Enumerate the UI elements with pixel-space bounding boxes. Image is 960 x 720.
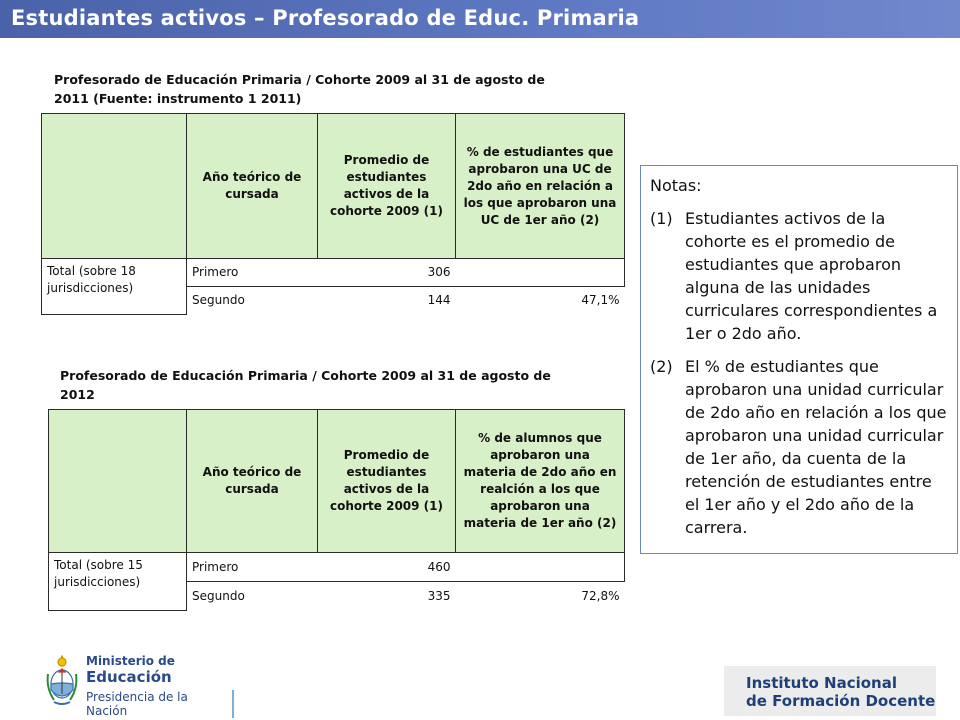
table2-caption <box>60 366 620 404</box>
notes-box <box>640 165 958 554</box>
table1-header-blank <box>42 114 187 259</box>
ministry-line2: Educación <box>86 668 172 686</box>
table2-header-row <box>49 410 625 553</box>
table1-row1-pct <box>456 259 625 287</box>
table2-header-year: Año teórico de cursada <box>187 410 318 553</box>
ministry-logo <box>44 652 234 718</box>
note-number: (2) <box>650 357 673 376</box>
table2-caption-line1: Profesorado de Educación Primaria / Cohorte 2009 al 31 de agosto de <box>60 368 551 383</box>
note-item <box>650 207 947 345</box>
page-title: Estudiantes activos – Profesorado de Educ. Primaria <box>0 0 960 38</box>
table1-group-label: Total (sobre 18 jurisdicciones) <box>42 259 187 315</box>
table2-row1-avg: 460 <box>318 553 456 582</box>
table-row <box>42 259 625 287</box>
table2-caption-line2: 2012 <box>60 387 95 402</box>
note-text: El % de estudiantes que aprobaron una unidad curricular de 2do año en relación a los que aprobaron una unidad curricular de 1er año, da cuenta de la retención de estudiantes entre el 1er año y el 2do año de la carrera. <box>685 357 947 537</box>
table1-row1-year: Primero <box>187 259 318 287</box>
table2 <box>48 409 625 611</box>
table2-row2-avg: 335 <box>427 588 451 603</box>
note-number: (1) <box>650 209 673 228</box>
table2-row1-pct <box>456 553 625 582</box>
table2-header-blank <box>49 410 187 553</box>
table2-header-pct: % de alumnos que aprobaron una materia de 2do año en realción a los que aprobaron una materia de 1er año (2) <box>456 410 625 553</box>
table1-header-avg: Promedio de estudiantes activos de la cohorte 2009 (1) <box>318 114 456 259</box>
table2-row1-year: Primero <box>187 553 318 582</box>
institute-line1: Instituto Nacional <box>746 674 898 692</box>
national-seal-icon <box>44 652 80 708</box>
table1-row2-pct: 47,1% <box>581 293 620 308</box>
table1-row2-avg: 144 <box>427 293 451 308</box>
note-item <box>650 355 947 539</box>
table1-row1-avg: 306 <box>318 259 456 287</box>
table1 <box>41 113 625 315</box>
institute-line2: de Formación Docente <box>746 692 936 710</box>
table2-row2-pct: 72,8% <box>581 588 620 603</box>
table1-caption-line2: 2011 (Fuente: instrumento 1 2011) <box>54 91 302 106</box>
table1-header-pct: % de estudiantes que aprobaron una UC de 2do año en relación a los que aprobaron una UC de 1er año (2) <box>456 114 625 259</box>
table2-group-label: Total (sobre 15 jurisdicciones) <box>49 553 187 611</box>
table2-header-avg: Promedio de estudiantes activos de la cohorte 2009 (1) <box>318 410 456 553</box>
ministry-line3: Presidencia de la Nación <box>86 690 234 718</box>
table2-row2-year: Segundo <box>187 582 318 611</box>
notes-heading: Notas: <box>650 176 702 195</box>
table1-header-row <box>42 114 625 259</box>
table1-caption <box>54 70 614 108</box>
table1-caption-line1: Profesorado de Educación Primaria / Cohorte 2009 al 31 de agosto de <box>54 72 545 87</box>
note-text: Estudiantes activos de la cohorte es el promedio de estudiantes que aprobaron alguna de las unidades curriculares correspondientes a 1er o 2do año. <box>685 209 938 343</box>
table-row <box>49 553 625 582</box>
table1-row2-year: Segundo <box>187 287 318 315</box>
ministry-line1: Ministerio de <box>86 654 175 668</box>
table1-header-year: Año teórico de cursada <box>187 114 318 259</box>
institute-logo <box>724 666 936 716</box>
